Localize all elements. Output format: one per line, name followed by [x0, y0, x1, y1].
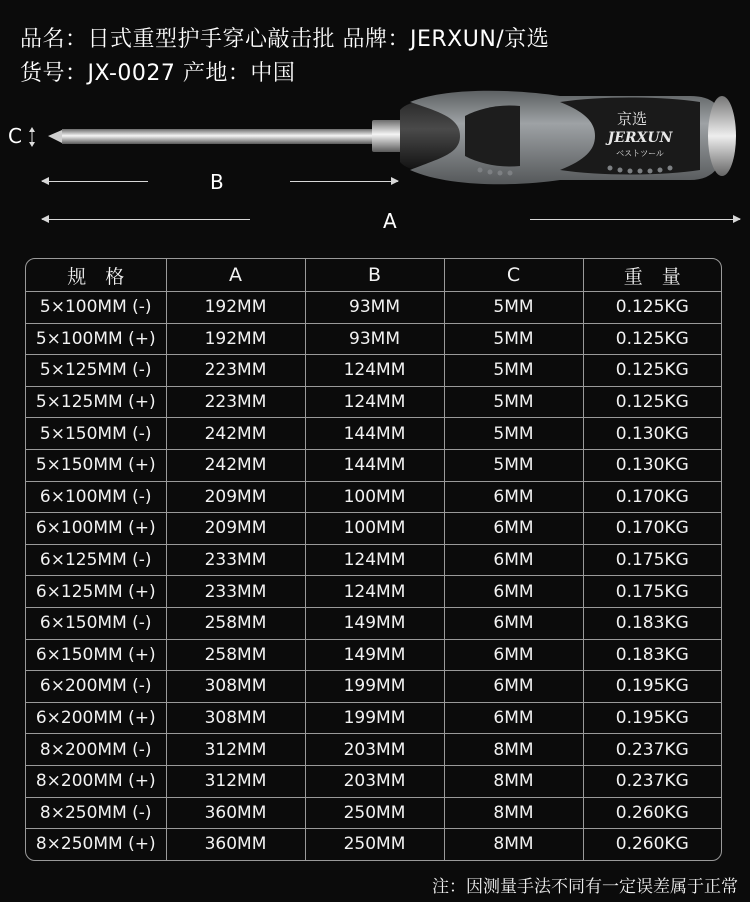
cell-length-b: 93MM — [305, 323, 444, 355]
table-row — [26, 734, 721, 766]
cell-weight: 0.237KG — [583, 765, 721, 797]
table-row — [26, 797, 721, 829]
cell-length-b: 124MM — [305, 544, 444, 576]
cell-diameter-c: 5MM — [444, 323, 583, 355]
cell-diameter-c: 5MM — [444, 449, 583, 481]
cell-spec: 6×100MM (+) — [26, 513, 166, 545]
cell-diameter-c: 6MM — [444, 607, 583, 639]
cell-diameter-c: 8MM — [444, 829, 583, 860]
cell-length-a: 258MM — [166, 607, 305, 639]
table-row — [26, 607, 721, 639]
cell-spec: 8×250MM (+) — [26, 829, 166, 860]
cell-diameter-c: 6MM — [444, 671, 583, 703]
dimension-a-label: A — [383, 209, 397, 233]
cell-diameter-c: 6MM — [444, 702, 583, 734]
cell-spec: 5×100MM (+) — [26, 323, 166, 355]
cell-spec: 6×125MM (-) — [26, 544, 166, 576]
cell-spec: 5×125MM (+) — [26, 386, 166, 418]
cell-spec: 6×200MM (-) — [26, 671, 166, 703]
cell-weight: 0.195KG — [583, 671, 721, 703]
cell-length-b: 100MM — [305, 481, 444, 513]
header-a: A — [166, 259, 305, 292]
cell-diameter-c: 8MM — [444, 765, 583, 797]
logo-en: JERXUN — [607, 130, 673, 146]
cell-length-b: 199MM — [305, 671, 444, 703]
table-row — [26, 481, 721, 513]
cell-diameter-c: 5MM — [444, 355, 583, 387]
cell-length-a: 233MM — [166, 544, 305, 576]
cell-length-b: 250MM — [305, 797, 444, 829]
cell-spec: 5×125MM (-) — [26, 355, 166, 387]
dimension-a-arrow-left-icon — [42, 219, 250, 220]
cell-weight: 0.175KG — [583, 576, 721, 608]
cell-diameter-c: 6MM — [444, 481, 583, 513]
cell-length-a: 308MM — [166, 671, 305, 703]
table-row — [26, 765, 721, 797]
cell-diameter-c: 6MM — [444, 513, 583, 545]
cell-weight: 0.260KG — [583, 797, 721, 829]
cell-weight: 0.195KG — [583, 702, 721, 734]
cell-weight: 0.170KG — [583, 481, 721, 513]
cell-spec: 6×100MM (-) — [26, 481, 166, 513]
cell-length-a: 312MM — [166, 765, 305, 797]
cell-spec: 8×200MM (+) — [26, 765, 166, 797]
cell-weight: 0.130KG — [583, 449, 721, 481]
cell-diameter-c: 6MM — [444, 639, 583, 671]
header-c: C — [444, 259, 583, 292]
dimension-c-label: C — [8, 124, 22, 148]
cell-spec: 8×200MM (-) — [26, 734, 166, 766]
spec-table — [25, 258, 722, 861]
table-row — [26, 671, 721, 703]
cell-length-a: 242MM — [166, 418, 305, 450]
product-code-line: 货号：JX-0027 产地：中国 — [20, 61, 296, 86]
cell-length-b: 100MM — [305, 513, 444, 545]
cell-diameter-c: 5MM — [444, 418, 583, 450]
cell-spec: 8×250MM (-) — [26, 797, 166, 829]
cell-length-a: 192MM — [166, 292, 305, 324]
cell-length-a: 223MM — [166, 355, 305, 387]
dimension-a-arrow-right-icon — [530, 219, 740, 220]
table-header-row — [26, 259, 721, 292]
table-row — [26, 418, 721, 450]
table-row — [26, 449, 721, 481]
cell-spec: 6×150MM (-) — [26, 607, 166, 639]
table-row — [26, 386, 721, 418]
cell-weight: 0.125KG — [583, 323, 721, 355]
cell-weight: 0.125KG — [583, 355, 721, 387]
cell-length-b: 199MM — [305, 702, 444, 734]
cell-length-b: 144MM — [305, 418, 444, 450]
cell-length-b: 203MM — [305, 734, 444, 766]
cell-spec: 5×150MM (-) — [26, 418, 166, 450]
measurement-note: 注：因测量手法不同有一定误差属于正常 — [432, 877, 738, 897]
table-row — [26, 639, 721, 671]
table-row — [26, 292, 721, 324]
cell-length-b: 149MM — [305, 607, 444, 639]
cell-length-a: 360MM — [166, 797, 305, 829]
cell-length-b: 203MM — [305, 765, 444, 797]
cell-length-a: 312MM — [166, 734, 305, 766]
cell-length-a: 308MM — [166, 702, 305, 734]
dimension-c-arrow-icon — [31, 127, 33, 147]
cell-length-b: 149MM — [305, 639, 444, 671]
cell-weight: 0.260KG — [583, 829, 721, 860]
cell-weight: 0.130KG — [583, 418, 721, 450]
table-row — [26, 702, 721, 734]
dimension-b-label: B — [210, 170, 224, 194]
header-b: B — [305, 259, 444, 292]
cell-diameter-c: 5MM — [444, 386, 583, 418]
cell-weight: 0.125KG — [583, 292, 721, 324]
cell-length-a: 223MM — [166, 386, 305, 418]
cell-length-b: 250MM — [305, 829, 444, 860]
cell-diameter-c: 6MM — [444, 576, 583, 608]
cell-length-a: 209MM — [166, 481, 305, 513]
table-row — [26, 323, 721, 355]
cell-length-b: 124MM — [305, 355, 444, 387]
table-row — [26, 513, 721, 545]
header-weight: 重 量 — [583, 259, 721, 292]
header-spec: 规 格 — [26, 259, 166, 292]
cell-length-a: 258MM — [166, 639, 305, 671]
cell-diameter-c: 5MM — [444, 292, 583, 324]
cell-spec: 6×200MM (+) — [26, 702, 166, 734]
table-row — [26, 355, 721, 387]
cell-length-a: 192MM — [166, 323, 305, 355]
cell-weight: 0.183KG — [583, 639, 721, 671]
cell-spec: 6×125MM (+) — [26, 576, 166, 608]
cell-weight: 0.237KG — [583, 734, 721, 766]
cell-length-b: 93MM — [305, 292, 444, 324]
logo-cn: 京选 — [616, 110, 648, 128]
cell-length-b: 124MM — [305, 386, 444, 418]
cell-weight: 0.125KG — [583, 386, 721, 418]
cell-length-a: 209MM — [166, 513, 305, 545]
dimension-b-arrow-right-icon — [290, 181, 398, 182]
cell-length-b: 124MM — [305, 576, 444, 608]
cell-spec: 6×150MM (+) — [26, 639, 166, 671]
cell-diameter-c: 8MM — [444, 734, 583, 766]
cell-length-a: 360MM — [166, 829, 305, 860]
cell-diameter-c: 8MM — [444, 797, 583, 829]
cell-diameter-c: 6MM — [444, 544, 583, 576]
table-row — [26, 544, 721, 576]
dimension-b-arrow-left-icon — [42, 181, 148, 182]
cell-length-b: 144MM — [305, 449, 444, 481]
cell-spec: 5×100MM (-) — [26, 292, 166, 324]
logo-tagline: ベストツール — [616, 149, 664, 158]
cell-length-a: 233MM — [166, 576, 305, 608]
table-row — [26, 829, 721, 860]
cell-spec: 5×150MM (+) — [26, 449, 166, 481]
cell-weight: 0.175KG — [583, 544, 721, 576]
cell-length-a: 242MM — [166, 449, 305, 481]
table-row — [26, 576, 721, 608]
cell-weight: 0.183KG — [583, 607, 721, 639]
product-name-line: 品名：日式重型护手穿心敲击批 品牌：JERXUN/京选 — [20, 27, 550, 52]
cell-weight: 0.170KG — [583, 513, 721, 545]
